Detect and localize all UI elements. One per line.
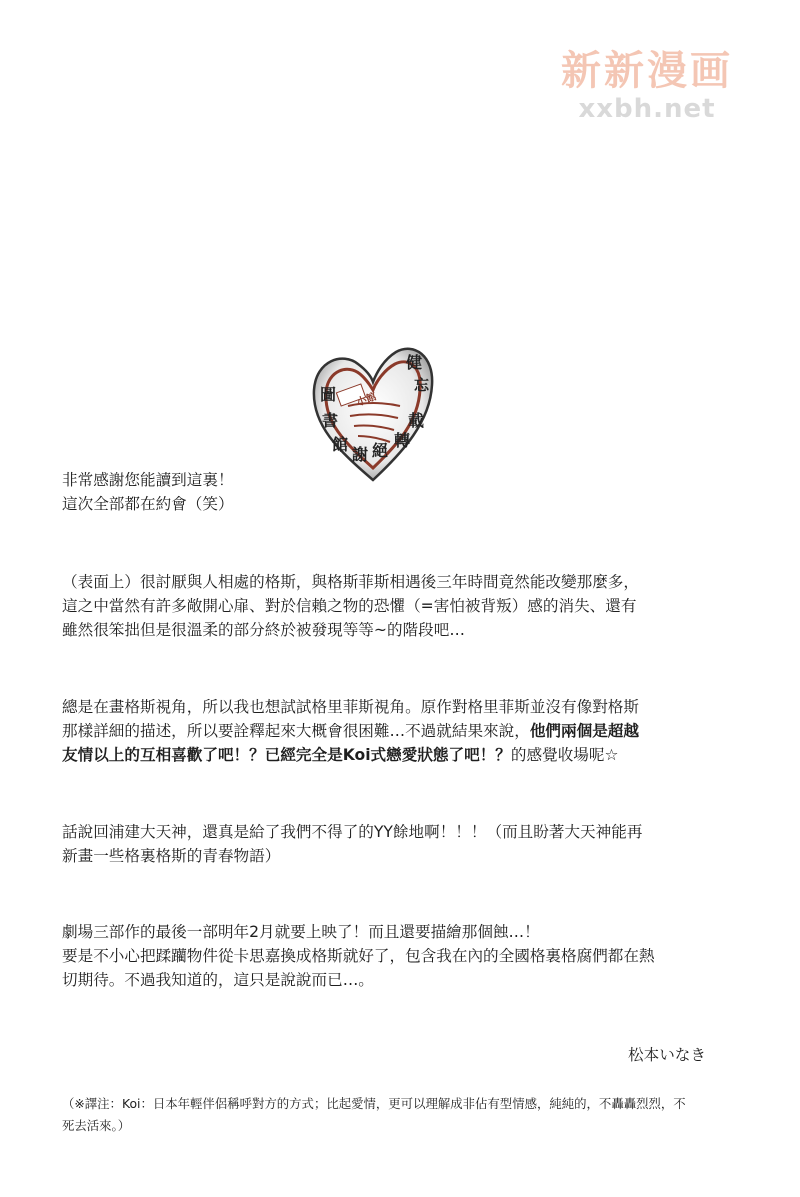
svg-text:轉: 轉 — [394, 431, 411, 450]
svg-text:健: 健 — [406, 353, 423, 372]
bold-segment: 他們兩個是超越 — [529, 722, 639, 740]
text-line: 話說回浦建大天神，還真是給了我們不得了的YY餘地啊！！！（而且盼著大天神能再 — [62, 823, 643, 841]
text-line: 這次全部都在約會（笑） — [62, 495, 234, 513]
note-line: 死去活來。） — [62, 1118, 131, 1133]
watermark-title: 新新漫画 — [561, 48, 733, 94]
text-line: 總是在畫格斯視角，所以我也想試試格里菲斯視角。原作對格里菲斯並沒有像對格斯 — [62, 698, 639, 716]
svg-text:圖: 圖 — [320, 385, 337, 404]
thanks-paragraph — [62, 468, 234, 516]
text-line: 這之中當然有許多敞開心扉、對於信賴之物的恐懼（=害怕被背叛）感的消失、還有 — [62, 597, 637, 615]
text-line: 雖然很笨拙但是很溫柔的部分終於被發現等等~的階段吧… — [62, 621, 465, 639]
translator-note — [62, 1093, 686, 1137]
svg-text:書: 書 — [322, 411, 339, 430]
svg-text:絕: 絕 — [372, 441, 389, 460]
watermark — [552, 48, 742, 124]
svg-text:謝: 謝 — [352, 445, 369, 464]
heart-seal-icon — [308, 330, 438, 492]
text-segment: 的感覺收場呢☆ — [510, 746, 619, 764]
svg-text:載: 載 — [408, 411, 425, 430]
text-line: （表面上）很討厭與人相處的格斯，與格斯菲斯相遇後三年時間竟然能改變那麼多， — [62, 573, 639, 591]
guts-paragraph — [62, 570, 639, 642]
miura-paragraph — [62, 820, 642, 868]
watermark-url: xxbh.net — [578, 94, 716, 124]
svg-text:館: 館 — [332, 435, 349, 454]
text-line — [62, 719, 639, 743]
svg-text:小館: 小館 — [355, 391, 378, 409]
note-line: （※譯注：Koi：日本年輕伴侶稱呼對方的方式；比起愛情，更可以理解成非佔有型情感，純純的，不轟轟烈烈，不 — [62, 1096, 686, 1111]
text-line: 劇場三部作的最後一部明年2月就要上映了！而且還要描繪那個蝕…！ — [62, 923, 540, 941]
text-line: 要是不小心把蹂躪物件從卡思嘉換成格斯就好了，包含我在內的全國格裏格腐們都在熱 — [62, 947, 655, 965]
text-line: 非常感謝您能讀到這裏！ — [62, 471, 234, 489]
svg-text:忘: 忘 — [414, 376, 430, 394]
text-line: 新畫一些格裏格斯的青春物語） — [62, 847, 281, 865]
bold-segment: 友情以上的互相喜歡了吧！？已經完全是Koi式戀愛狀態了吧！？ — [62, 746, 511, 764]
text-segment: 那樣詳細的描述，所以要詮釋起來大概會很困難…不過就結果來說， — [62, 722, 530, 740]
text-line — [62, 743, 639, 767]
movie-paragraph — [62, 920, 655, 992]
griffith-paragraph — [62, 695, 639, 767]
text-line: 切期待。不過我知道的，這只是說說而已…。 — [62, 971, 374, 989]
author-signature: 松本いなき — [628, 1046, 706, 1064]
